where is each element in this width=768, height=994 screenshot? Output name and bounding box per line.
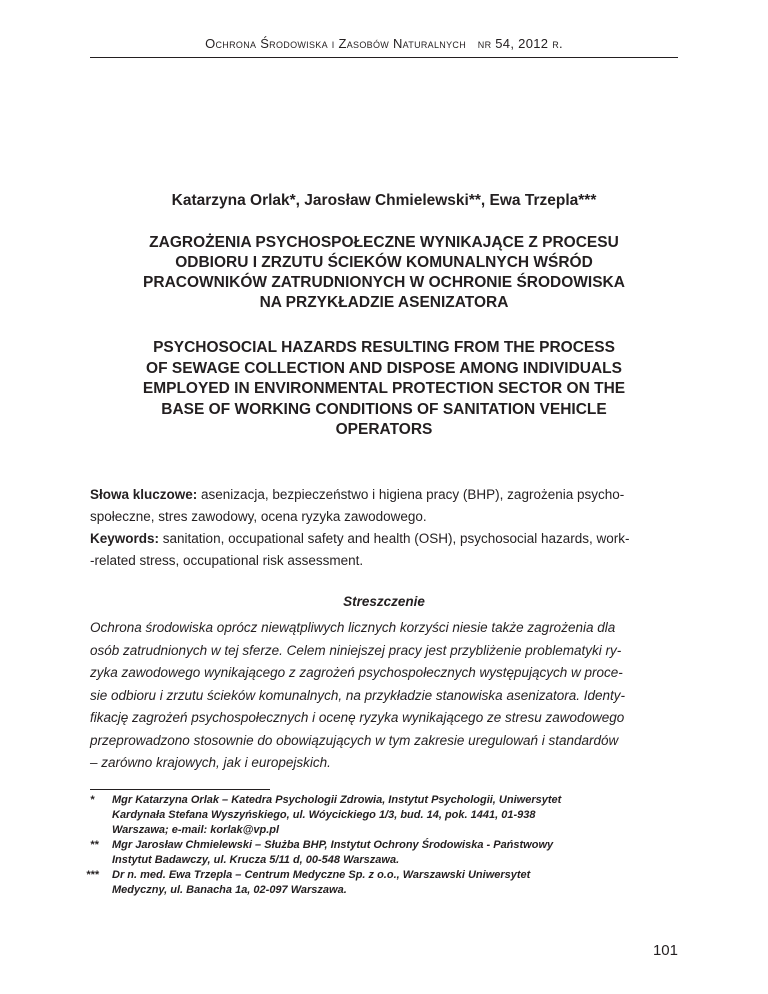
footnote-separator [90, 789, 270, 790]
abstract-line: zyka zawodowego wynikającego z zagrożeń psychospołecznych występujących w proce- [90, 665, 623, 680]
footnote-line: Warszawa; e-mail: korlak@vp.pl [112, 824, 280, 836]
footnote-line: Medyczny, ul. Banacha 1a, 02-097 Warszawa. [112, 884, 347, 896]
title-en-line: BASE OF WORKING CONDITIONS OF SANITATION VEHICLE [161, 400, 607, 418]
keywords-en-text: sanitation, occupational safety and health (OSH), psychosocial hazards, work- [159, 531, 630, 546]
title-en-line: EMPLOYED IN ENVIRONMENTAL PROTECTION SECTOR ON THE [142, 380, 626, 397]
keywords-pl-label: Słowa kluczowe: [90, 487, 198, 502]
abstract-line: fikację zagrożeń psychospołecznych i ocenę ryzyka wynikającego ze stresu zawodowego [90, 710, 625, 725]
abstract-line: osób zatrudnionych w tej sferze. Celem niniejszej pracy jest przybliżenie problematyki ry- [90, 642, 622, 658]
keywords-pl [90, 484, 678, 506]
abstract-line: przeprowadzono stosownie do obowiązujących w tym zakresie uregulowań i standardów [90, 732, 619, 748]
footnote-line: Mgr Katarzyna Orlak – Katedra Psychologii Zdrowia, Instytut Psychologii, Uniwersytet [112, 794, 562, 806]
title-en-line: OF SEWAGE COLLECTION AND DISPOSE AMONG INDIVIDUALS [146, 359, 622, 377]
running-header [90, 36, 678, 51]
title-pl-line: ZAGROŻENIA PSYCHOSPOŁECZNE WYNIKAJĄCE Z PROCESU [149, 234, 619, 251]
keywords-pl-cont: społeczne, stres zawodowy, ocena ryzyka zawodowego. [90, 509, 427, 524]
footnote [90, 838, 678, 868]
footnote-line: Dr n. med. Ewa Trzepla – Centrum Medyczne Sp. z o.o., Warszawski Uniwersytet [112, 869, 531, 881]
title-en-line: PSYCHOSOCIAL HAZARDS RESULTING FROM THE PROCESS [153, 339, 615, 356]
title-polish [100, 233, 668, 313]
keywords-en-cont: -related stress, occupational risk assessment. [90, 553, 364, 568]
footnotes [86, 793, 678, 898]
journal-name: Ochrona Środowiska i Zasobów Naturalnych [205, 36, 466, 51]
title-english [90, 338, 678, 441]
title-pl-line: ODBIORU I ZRZUTU ŚCIEKÓW KOMUNALNYCH WŚRÓD [175, 254, 593, 271]
abstract-heading: Streszczenie [343, 594, 425, 609]
abstract-line: sie odbioru i zrzutu ścieków komunalnych, na przykładzie stanowiska asenizatora. Identy- [90, 687, 626, 703]
abstract-line: Ochrona środowiska oprócz niewątpliwych licznych korzyści niesie także zagrożenia dla [90, 620, 616, 635]
keywords-pl-text: asenizacja, bezpieczeństwo i higiena pracy (BHP), zagrożenia psycho- [197, 487, 625, 502]
abstract-line: – zarówno krajowych, jak i europejskich. [90, 755, 331, 770]
keywords-block [90, 484, 678, 572]
title-pl-line: NA PRZYKŁADZIE ASENIZATORA [259, 294, 509, 311]
page-number: 101 [652, 942, 678, 959]
footnote-line: Kardynała Stefana Wyszyńskiego, ul. Wóycickiego 1/3, bud. 14, pok. 1441, 01-938 [112, 809, 536, 821]
footnote-mark: ** [90, 839, 99, 851]
header-rule [90, 57, 678, 58]
title-en-line: OPERATORS [335, 421, 433, 438]
keywords-en [90, 528, 678, 550]
title-pl-line: PRACOWNIKÓW ZATRUDNIONYCH W OCHRONIE ŚRODOWISKA [143, 274, 625, 291]
footnote-mark: * [90, 794, 95, 806]
authors: Katarzyna Orlak*, Jarosław Chmielewski**, Ewa Trzepla*** [171, 192, 597, 209]
footnote-line: Instytut Badawczy, ul. Krucza 5/11 d, 00-548 Warszawa. [112, 854, 400, 866]
footnote [90, 793, 678, 838]
footnote [86, 868, 678, 898]
abstract-body [90, 617, 678, 775]
footnote-mark: *** [86, 869, 99, 881]
issue-info: nr 54, 2012 r. [477, 36, 563, 51]
keywords-en-label: Keywords: [90, 531, 160, 546]
footnote-line: Mgr Jarosław Chmielewski – Służba BHP, Instytut Ochrony Środowiska - Państwowy [112, 839, 554, 851]
